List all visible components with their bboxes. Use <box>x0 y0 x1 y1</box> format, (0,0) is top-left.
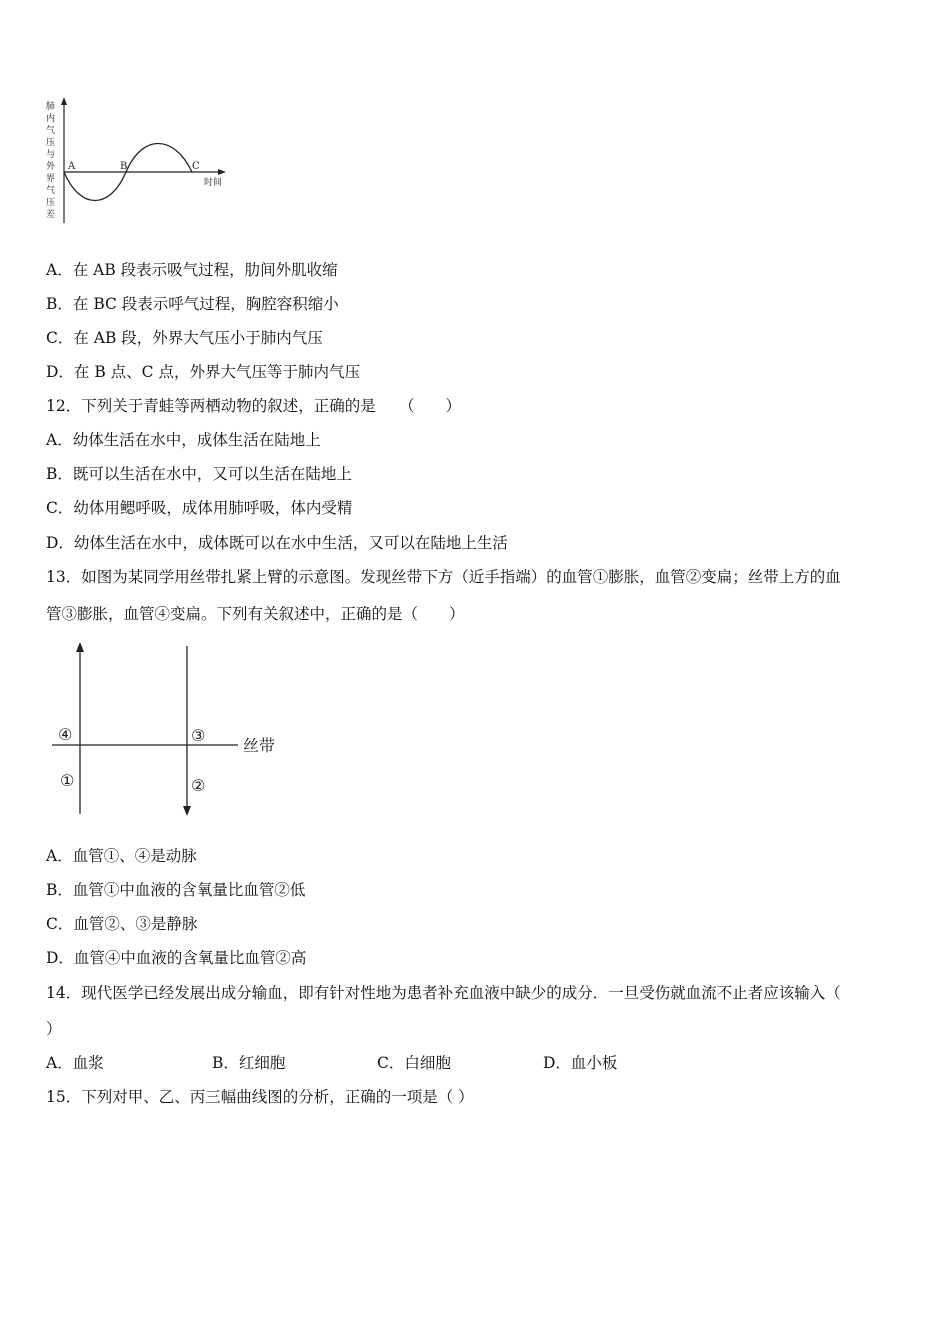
q12-option-c: C．幼体用鳃呼吸，成体用肺呼吸，体内受精 <box>46 499 353 517</box>
vessel-3-label: ③ <box>191 726 206 745</box>
arm-band-figure <box>40 638 290 823</box>
q15-stem: 15．下列对甲、乙、丙三幅曲线图的分析，正确的一项是（ ） <box>46 1088 474 1106</box>
q14-option-c: C．白细胞 <box>377 1054 451 1072</box>
q13-stem-line2: 管③膨胀，血管④变扁。下列有关叙述中，正确的是（ ） <box>46 605 465 623</box>
y-axis-arrow <box>61 97 67 105</box>
y-axis-label <box>46 100 56 220</box>
y-label-char: 界 <box>46 174 56 184</box>
point-c-label: C <box>192 161 200 172</box>
down-arrow <box>183 806 191 816</box>
x-axis-arrow <box>218 169 226 175</box>
vessel-2-label: ② <box>191 776 206 795</box>
y-label-char: 内 <box>46 114 56 124</box>
y-label-char: 差 <box>46 210 56 220</box>
q14-option-b: B．红细胞 <box>212 1054 286 1072</box>
up-arrow <box>76 642 84 652</box>
q12-option-d: D．幼体生活在水中，成体既可以在水中生活，又可以在陆地上生活 <box>46 534 508 552</box>
q14-option-d: D．血小板 <box>543 1054 618 1072</box>
q11-option-c: C．在 AB 段，外界大气压小于肺内气压 <box>46 329 323 347</box>
q12-stem: 12．下列关于青蛙等两栖动物的叙述，正确的是 （ ） <box>46 397 461 415</box>
point-b-label: B <box>120 161 128 172</box>
vessel-4-label: ④ <box>58 725 73 744</box>
q13-stem-line1: 13．如图为某同学用丝带扎紧上臂的示意图。发现丝带下方（近手指端）的血管①膨胀，血管②变扁；丝带上方的血 <box>46 568 841 586</box>
y-label-char: 肺 <box>46 102 56 112</box>
y-label-char: 外 <box>46 162 56 172</box>
q13-option-a: A．血管①、④是动脉 <box>46 847 197 865</box>
q11-option-d: D．在 B 点、C 点，外界大气压等于肺内气压 <box>46 363 360 381</box>
point-a-label: A <box>68 161 76 172</box>
q11-option-a: A．在 AB 段表示吸气过程，肋间外肌收缩 <box>46 261 338 279</box>
q12-option-b: B．既可以生活在水中，又可以生活在陆地上 <box>46 465 352 483</box>
y-label-char: 压 <box>46 198 56 208</box>
q11-option-b: B．在 BC 段表示呼气过程，胸腔容积缩小 <box>46 295 339 313</box>
q14-stem-line2: ） <box>46 1020 62 1038</box>
y-label-char: 与 <box>46 150 56 160</box>
pressure-curve-figure <box>40 95 240 230</box>
band-label: 丝带 <box>243 736 276 755</box>
q14-stem-line1: 14．现代医学已经发展出成分输血，即有针对性地为患者补充血液中缺少的成分．一旦受伤就血流不止者应该输入（ <box>46 984 841 1002</box>
y-label-char: 气 <box>46 186 56 196</box>
q12-option-a: A．幼体生活在水中，成体生活在陆地上 <box>46 431 321 449</box>
y-label-char: 气 <box>46 126 56 136</box>
q13-option-b: B．血管①中血液的含氧量比血管②低 <box>46 881 306 899</box>
q13-option-c: C．血管②、③是静脉 <box>46 915 198 933</box>
x-axis-label: 时间 <box>204 178 223 188</box>
vessel-1-label: ① <box>60 771 75 790</box>
q13-option-d: D．血管④中血液的含氧量比血管②高 <box>46 949 307 967</box>
y-label-char: 压 <box>46 138 56 148</box>
q14-option-a: A．血浆 <box>46 1054 104 1072</box>
